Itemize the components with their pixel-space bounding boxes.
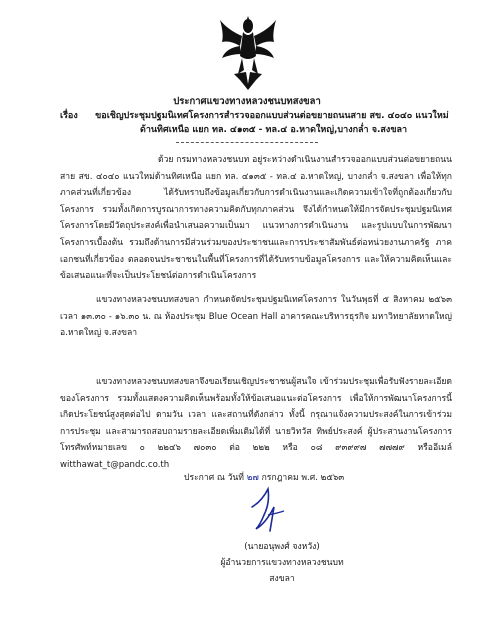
paragraph-3: แขวงทางหลวงชนบทสงขลาจึงขอเรียนเชิญประชาชนผู้สนใจ เข้าร่วมประชุมเพื่อรับฟังรายละเอียด ของโครงการ รวมทั้งแสดงความคิดเห็นพร้อมทั้งให้ข้อเสนอแนะต่อโครงการ เพื่อให้การพัฒนาโครงการนี้เกิดประโยชน์สูงสุดต่อไป ตามวัน เวลา และสถานที่ดังกล่าว ทั้งนี้ กรุณาแจ้งความประสงค์ในการเข้าร่วมการประชุม และสามารถสอบถามรายละเอียดเพิ่มเติมได้ที่ นายวิทวัส ทิพย์ประสงค์ ผู้ประสานงานโครงการ โทรศัพท์หมายเลข ๐ ๒๒๔๖ ๗๐๓๐ ต่อ ๒๒๒ หรือ ๐๘ ๙๓๙๙๗ ๗๗๗๙ หรืออีเมล์ witthawat_t@pandc.co.th (60, 377, 452, 470)
subject-block (60, 109, 460, 137)
date-day: ๒๗ (246, 473, 259, 483)
announcement-date (184, 470, 344, 484)
subject-line-2: ด้านทิศเหนือ แยก ทล. ๔๑๓๕ - ทล.๔ อ.หาดใหญ่,บางกล่ำ จ.สงขลา (140, 125, 408, 135)
signer-position: ผู้อำนวยการแขวงทางหลวงชนบทสงขลา (220, 558, 344, 584)
signature-icon (248, 485, 288, 533)
paragraph-1: ด้วย กรมทางหลวงชนบท อยู่ระหว่างดำเนินงานสำรวจออกแบบส่วนต่อขยายถนนสาย สข. ๔๐๔๐ แนวใหม่ด้านทิศเหนือ แยก ทล. ๔๑๓๕ - ทล.๔ อ.หาดใหญ่, บางกล่ำ จ.สงขลา เพื่อให้ทุกภาคส่วนที่เกี่ยวข้อง ได้รับทราบถึงข้อมูลเกี่ยวกับการดำเนินงานและเกิดความเข้าใจที่ถูกต้องเกี่ยวกับโครงการ รวมทั้งเกิดการบูรณาการทางความคิดกับทุกภาคส่วน จึงได้กำหนดให้มีการจัดประชุมปฐมนิเทศโครงการโดยมีวัตถุประสงค์เพื่อนำเสนอความเป็นมา แนวทางการดำเนินงาน และรูปแบบในการพัฒนาโครงการเบื้องต้น รวมถึงด้านการมีส่วนร่วมของประชาชนและการประชาสัมพันธ์ต่อหน่วยงานภาครัฐ ภาคเอกชนที่เกี่ยวข้อง ตลอดจนประชาชนในพื้นที่โครงการที่ได้รับทราบข้อมูลโครงการ และให้ความคิดเห็นและข้อเสนอแนะที่จะเป็นประโยชน์ต่อการดำเนินโครงการ (60, 155, 452, 282)
divider (176, 142, 318, 143)
page-title: ประกาศแขวงทางหลวงชนบทสงขลา (173, 96, 321, 107)
signer-block (212, 539, 352, 587)
date-rest: กรกฎาคม พ.ศ. ๒๕๖๓ (261, 473, 345, 483)
garuda-emblem-icon (216, 12, 280, 92)
date-prefix: ประกาศ ณ วันที่ (184, 473, 244, 483)
paragraph-2: แขวงทางหลวงชนบทสงขลา กำหนดจัดประชุมปฐมนิเทศโครงการ ในวันพุธที่ ๕ สิงหาคม ๒๕๖๓ เวลา ๑๓.๓๐ - ๑๖.๓๐ น. ณ ห้องประชุม Blue Ocean Hall อาคารคณะบริหารธุรกิจ มหาวิทยาลัยหาดใหญ่ อ.หาดใหญ่ จ.สงขลา (60, 295, 452, 339)
signer-name: (นายอนุพงศ์ จงหวัง) (244, 542, 320, 552)
subject-line-1: ขอเชิญประชุมปฐมนิเทศโครงการสำรวจออกแบบส่วนต่อขยายถนนสาย สข. ๔๐๔๐ แนวใหม่ (95, 111, 449, 121)
subject-label: เรื่อง (60, 111, 78, 121)
